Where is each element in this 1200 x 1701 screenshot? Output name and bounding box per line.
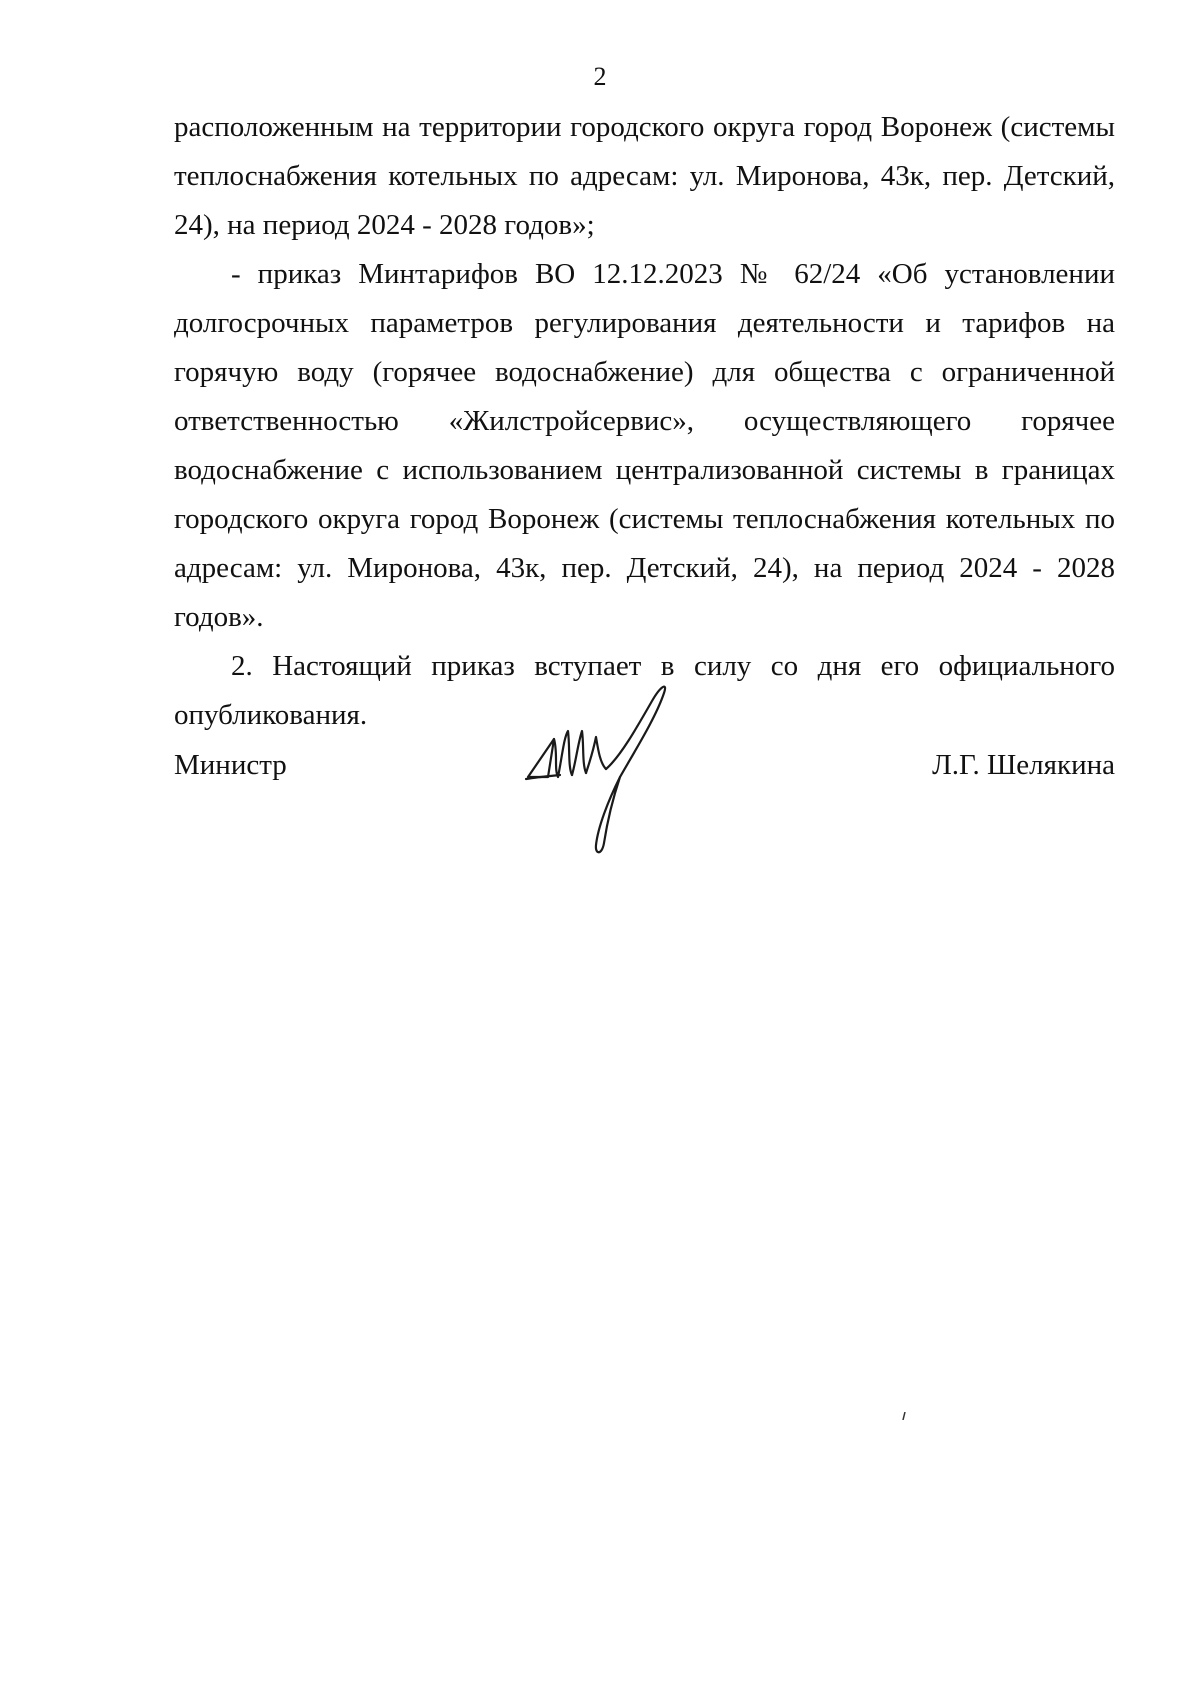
paragraph-order-item: - приказ Минтарифов ВО 12.12.2023 № 62/24 «Об установлении долгосрочных параметров регулирования деятельности и тарифов на горячую воду (горячее водоснабжение) для общества с ограниченной ответственностью «Жилстройсервис», осуществляющего горячее водоснабжение с использованием централизованной системы в границах городского округа город Воронеж (системы теплоснабжения котельных по адресам: ул. Миронова, 43к, пер. Детский, 24), на период 2024 - 2028 годов». [174, 258, 1115, 633]
paragraph-effective-date: 2. Настоящий приказ вступает в силу со дня его официального опубликования. [174, 650, 1115, 731]
document-body [174, 103, 1115, 740]
position-title: Министр [174, 749, 287, 781]
stray-mark [902, 1412, 906, 1420]
handwritten-signature [524, 677, 694, 857]
paragraph-continuation: расположенным на территории городского округа город Воронеж (системы теплоснабжения котельных по адресам: ул. Миронова, 43к, пер. Детский, 24), на период 2024 - 2028 годов»; [174, 111, 1115, 241]
page-number: 2 [593, 62, 607, 91]
signature-block [174, 735, 1115, 865]
signer-name: Л.Г. Шелякина [932, 749, 1115, 781]
